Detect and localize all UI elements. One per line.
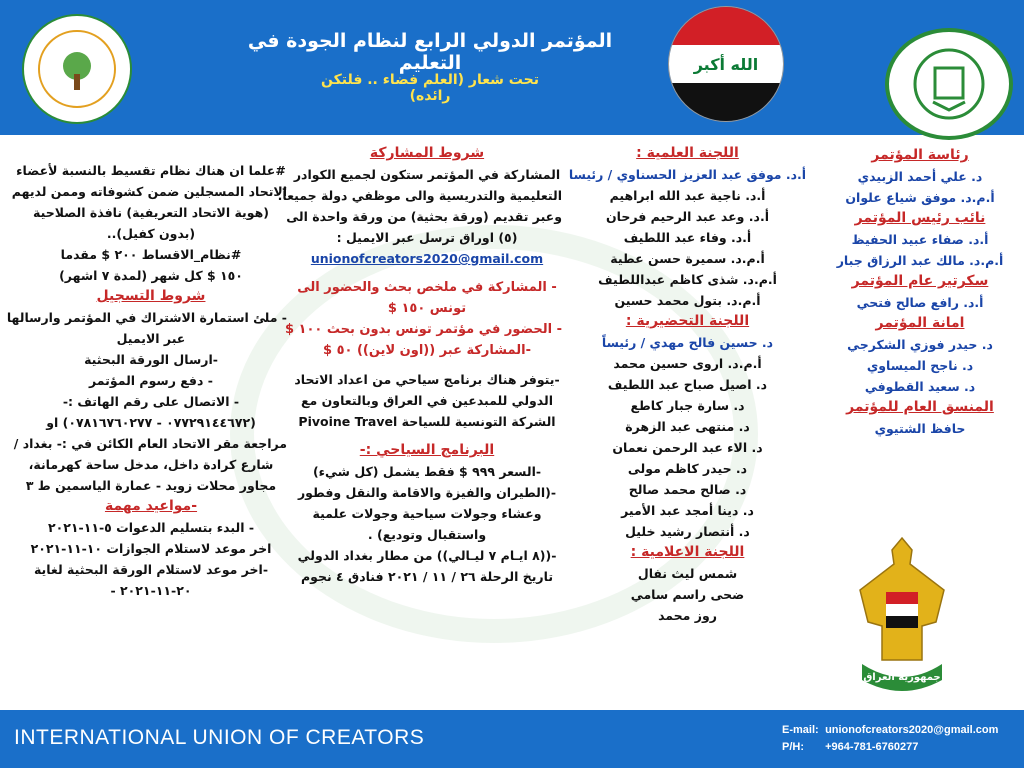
text-line: ١٥٠ $ كل شهر (لمدة ٧ اشهر) [59,268,243,283]
section-heading: اللجنة الاعلامية : [630,544,745,560]
text-line: - الاتصال على رقم الهاتف :- [62,394,240,409]
text-line: د. منتهى عبد الزهرة [625,419,750,434]
member-name: أ.م.د. موفق شياع علوان [845,190,995,205]
member-name: د. حيدر فوزي الشكرجي [847,337,993,352]
footer-org-name: INTERNATIONAL UNION OF CREATORS [14,726,425,749]
text-line [292,361,562,369]
tree-icon [24,16,130,122]
section-heading: امانة المؤتمر [875,315,965,331]
text-line: اخر موعد لاستلام الجوازات ١٠-١١-٢٠٢١ [30,541,272,556]
conference-slogan: تحت شعار (العلم فضاء .. فلتكن رائده) [321,72,539,104]
text-line: الاتحاد المسجلين ضمن كشوفاته وممن لديهم [11,184,287,199]
committee-head: د. حسين فالح مهدي / رئيساً [601,335,774,350]
phone-label: P/H: [782,741,804,753]
member-name: د. ناجح الميساوي [866,358,974,373]
text-line: أ.م.د. اروى حسين محمد [613,356,762,371]
section-heading: المنسق العام للمؤتمر [846,399,994,415]
text-line: - دفع رسوم المؤتمر [89,373,213,388]
section-heading: اللجنة العلمية : [636,145,739,161]
section-heading: اللجنة التحضيرية : [625,313,750,329]
text-line: تاريخ الرحلة ٢٦ / ١١ / ٢٠٢١ فنادق ٤ نجوم [300,569,554,584]
section-heading: البرنامج السياحي :- [359,442,495,458]
flag-text: الله أكبر [669,45,783,83]
text-line [292,432,562,440]
email-link[interactable]: unionofcreators2020@gmail.com [310,251,544,266]
footer-phone: +964-781-6760277 [825,741,919,753]
text-line: ٢٠-١١-٢٠٢١ - [110,583,192,598]
text-line: -((٨ ايـام ٧ ليـالي)) من مطار بغداد الدولي [297,548,557,563]
text-line: (٥) اوراق ترسل عبر الايميل : [336,230,518,245]
text-line: مراجعة مقر الاتحاد العام الكائن في :- بغداد / [13,436,287,451]
iraq-eagle-emblem [852,530,952,698]
book-icon [889,32,1009,136]
text-line: واستقبال وتوديع) . [367,527,487,542]
text-line: شارع كرادة داخل، مدخل ساحة كهرمانة، [28,457,274,472]
section-heading: شروط المشاركة [369,145,485,161]
registration-column [6,160,287,601]
footer-bar [0,710,1024,768]
iraq-flag-icon [668,6,784,122]
text-line: أ.م.د. شذى كاظم عبداللطيف [598,272,777,287]
section-heading: رئاسة المؤتمر [871,147,969,163]
footer-contact [782,722,998,756]
committees-column [565,143,810,626]
text-line: -اخر موعد لاستلام الورقة البحثية لغاية [33,562,269,577]
text-line: (٠٧٧٢٩١٤٤٦٧٢ - ٠٧٨١٦٧٦٠٢٧٧) او [46,415,256,430]
email-label: E-mail: [782,724,819,736]
text-line: -السعر ٩٩٩ $ فقط يشمل (كل شيء) [312,464,542,479]
icqse-logo [885,28,1013,140]
text-line: د. حيدر كاظم مولى [627,461,748,476]
text-line: #علما ان هناك نظام تقسيط بالنسبة لأعضاء [16,163,286,178]
text-line: أ.د. ناجية عبد الله ابراهيم [609,188,766,203]
section-heading: سكرتير عام المؤتمر [851,273,989,289]
text-line: د. دينا أمجد عبد الأمير [621,503,754,518]
text-line: #نظام_الاقساط ٢٠٠ $ مقدما [60,247,242,262]
presidency-column [820,145,1020,439]
emblem-caption: جمهورية العراق [863,672,941,683]
union-logo [22,14,132,124]
text-line: أ.د. وعد عبد الرحيم فرحان [606,209,769,224]
text-line: د. أنتصار رشيد خليل [625,524,750,539]
footer-email[interactable]: unionofcreators2020@gmail.com [825,724,999,736]
text-line: د. الاء عبد الرحمن نعمان [612,440,763,455]
fee-line: -المشاركة عبر ((اون لاين)) ٥٠ $ [323,343,531,358]
text-line: -(الطيران والفيزة والاقامة والنقل وفطور [297,485,557,500]
text-line: (بدون كفيل).. [106,226,196,241]
fee-line: تونس ١٥٠ $ [387,301,467,316]
member-name: د. سعيد القطوفي [864,379,976,394]
member-name: أ.د. رافع صالح فتحي [856,295,984,310]
committee-head: أ.د. موفق عبد العزيز الحسناوي / رئيسا [568,167,807,182]
text-line: أ.د. وفاء عبد اللطيف [623,230,752,245]
fee-line: - الحضور في مؤتمر تونس بدون بحث ١٠٠ $ [284,322,562,337]
text-line: أ.م.د. بتول محمد حسين [614,293,761,308]
text-line: -ارسال الورقة البحثية [84,352,218,367]
text-line: وعبر تقديم (ورقة بحثية) من ورقة واحدة الى [286,209,562,224]
participation-column [277,143,562,587]
text-line: - البدء بتسليم الدعوات ٥-١١-٢٠٢١ [47,520,255,535]
text-line: ضحى راسم سامي [630,587,745,602]
text-line: د. اصيل صباح عبد اللطيف [607,377,768,392]
text-line: د. سارة جبار كاطع [630,398,745,413]
text-line: مجاور محلات زويد - عمارة الياسمين ط ٣ [25,478,277,493]
member-name: أ.م.د. مالك عبد الرزاق جبار [836,253,1004,268]
text-line: - ملئ استمارة الاشتراك في المؤتمر وارسالها [6,310,287,325]
text-line: -يتوفر هناك برنامج سياحي من اعداد الاتحاد [294,372,560,387]
text-line: وعشاء وجولات سياحية وجولات علمية [312,506,542,521]
section-heading: نائب رئيس المؤتمر [854,210,986,226]
text-line: د. صالح محمد صالح [628,482,747,497]
section-heading: -مواعيد مهمة [104,498,198,514]
text-line: روز محمد [658,608,717,623]
text-line: التعليمية والتدريسية والى موظفي دولة جميعاً. [277,188,562,203]
conference-title: المؤتمر الدولي الرابع لنظام الجودة في التعليم [247,30,613,74]
fee-line: - المشاركة في ملخص بحث والحضور الى [297,280,557,295]
text-line: شمس ليث نفال [637,566,738,581]
text-line: المشاركة في المؤتمر ستكون لجميع الكوادر [293,167,561,182]
member-name: حافظ الشتيوي [874,421,966,436]
member-name: د. علي أحمد الزبيدي [857,169,983,184]
text-line: الشركة التونسية للسياحة Pivoine Travel [298,414,556,429]
text-line: عبر الايميل [116,331,186,346]
text-line [292,269,562,277]
section-heading: شروط التسجيل [96,288,206,304]
member-name: أ.د. صفاء عبيد الحفيظ [851,232,989,247]
text-line: أ.م.د. سميرة حسن عطية [610,251,765,266]
text-line: (هوية الاتحاد التعريفية) نافذة الصلاحية [33,205,269,220]
text-line: الدولي للمبدعين في العراق وبالتعاون مع [301,393,553,408]
